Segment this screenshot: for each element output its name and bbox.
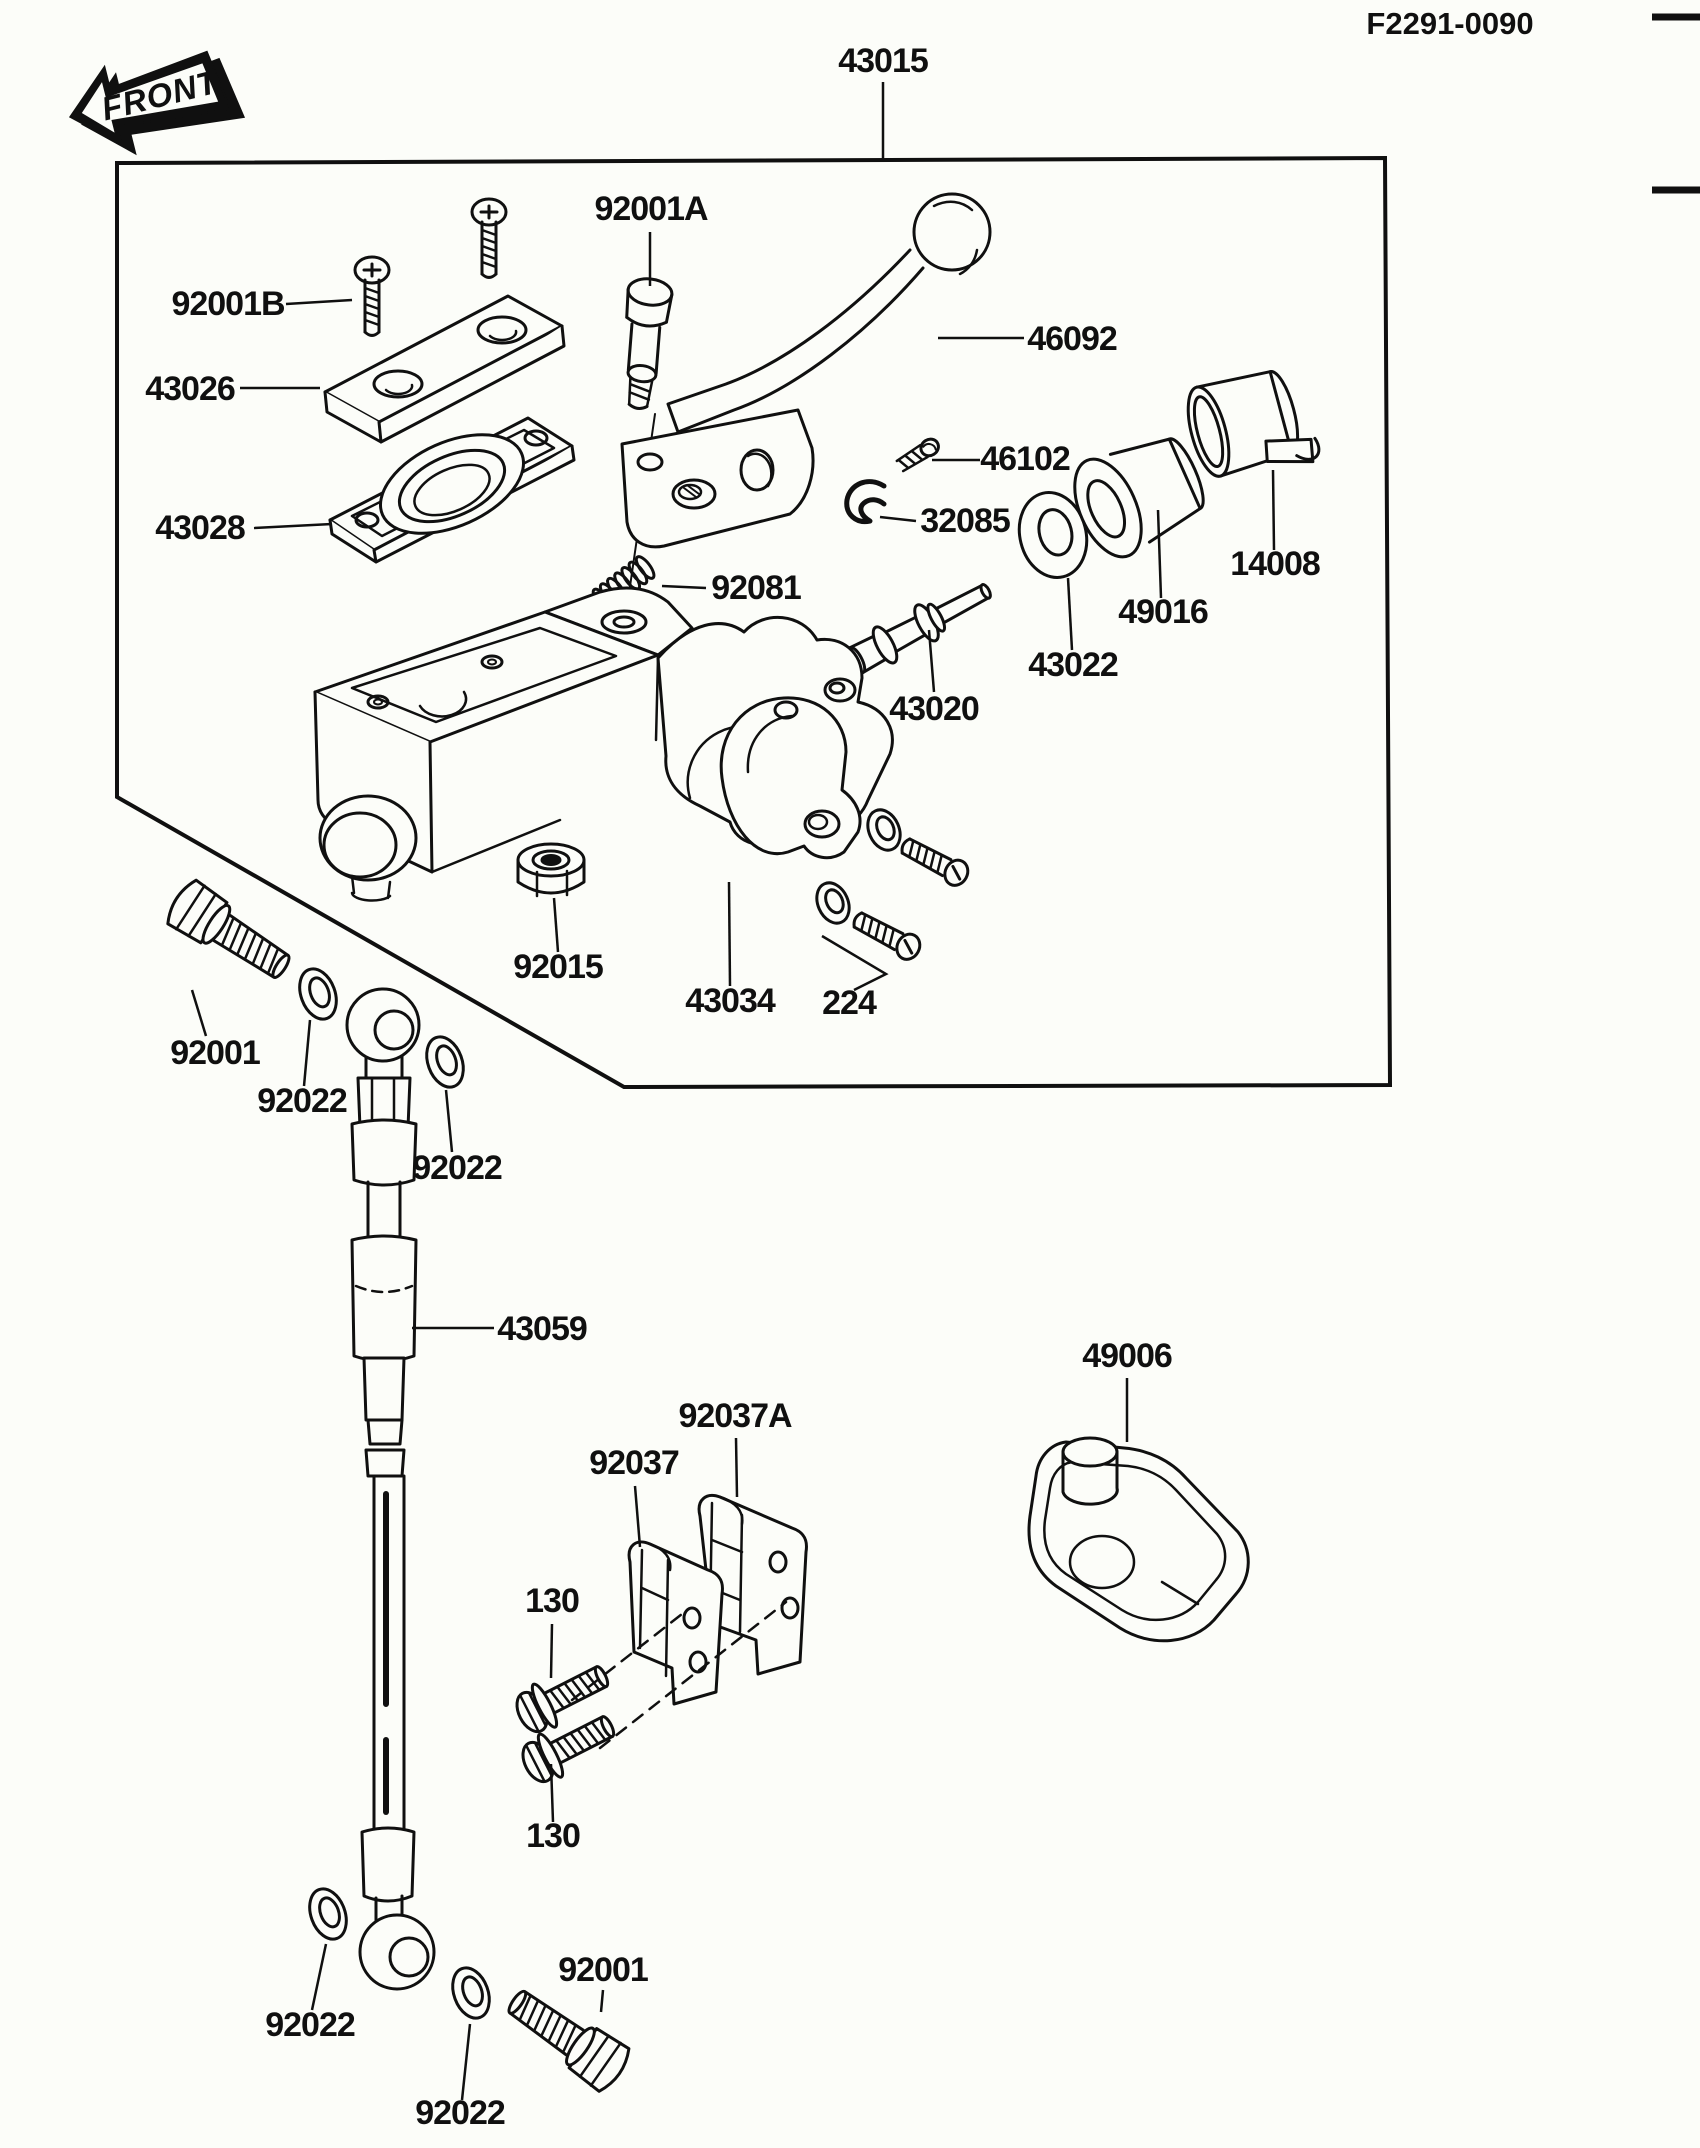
- part-label-43015: 43015: [838, 42, 928, 80]
- part-lever-pivot-bolt: [614, 276, 674, 410]
- part-label-43022: 43022: [1028, 646, 1118, 684]
- part-clamp-washer-upper: [862, 805, 906, 856]
- part-label-92015: 92015: [513, 948, 603, 986]
- part-label-32085: 32085: [920, 502, 1010, 540]
- leader-92081: [662, 586, 706, 588]
- part-brake-lever: [622, 194, 990, 547]
- part-clamp-washer-lower: [811, 878, 855, 929]
- part-seal-washer-4: [446, 1963, 496, 2023]
- part-seal-washer-3: [303, 1884, 353, 1944]
- leader-92022-2: [446, 1090, 452, 1152]
- leader-43022: [1068, 578, 1072, 650]
- part-label-92081: 92081: [711, 569, 801, 607]
- part-clamp-screw-lower: [849, 907, 924, 963]
- leader-92022-1: [304, 1020, 310, 1086]
- part-label-92022-4: 92022: [415, 2094, 505, 2132]
- leader-92001B: [286, 300, 352, 304]
- leader-43034: [729, 882, 730, 986]
- part-label-46092: 46092: [1027, 320, 1117, 358]
- part-label-92001-upper: 92001: [170, 1034, 260, 1072]
- leader-92037: [635, 1486, 640, 1547]
- part-label-92001B: 92001B: [171, 285, 285, 323]
- part-label-130-upper: 130: [525, 1582, 579, 1620]
- part-seal-washer-1: [293, 964, 343, 1024]
- part-seal-washer-2: [420, 1032, 470, 1092]
- leader-130-upper: [551, 1624, 552, 1678]
- part-adjuster-screw: [896, 436, 942, 473]
- part-label-224: 224: [822, 984, 876, 1022]
- leader-224: [822, 936, 886, 990]
- part-label-14008: 14008: [1230, 545, 1320, 583]
- leader-43028: [254, 524, 332, 528]
- leader-14008: [1273, 470, 1274, 550]
- part-label-43020: 43020: [889, 690, 979, 728]
- leader-32085: [880, 517, 916, 521]
- part-banjo-bolt-upper: [162, 877, 299, 991]
- front-direction-arrow: [61, 37, 246, 166]
- leader-92037A: [736, 1438, 737, 1497]
- part-label-92037: 92037: [589, 1444, 679, 1482]
- part-label-92001A: 92001A: [594, 190, 708, 228]
- part-label-49006: 49006: [1082, 1337, 1172, 1375]
- part-label-43059: 43059: [497, 1310, 587, 1348]
- part-label-43028: 43028: [155, 509, 245, 547]
- part-cap-screw-left: [355, 257, 389, 336]
- part-brake-hose: [347, 989, 434, 1989]
- part-clamp-screw-upper: [897, 833, 972, 889]
- leader-92022-3: [312, 1944, 326, 2010]
- sheet-code: F2291-0090: [1366, 6, 1534, 41]
- part-diaphragm-assembly: [330, 415, 574, 562]
- part-label-130-lower: 130: [526, 1817, 580, 1855]
- part-label-46102: 46102: [980, 440, 1070, 478]
- leader-92022-4: [462, 2024, 470, 2100]
- part-locknut: [518, 844, 584, 896]
- part-label-49016: 49016: [1118, 593, 1208, 631]
- part-lever-cover: [1029, 1438, 1248, 1641]
- part-banjo-bolt-lower: [499, 1978, 634, 2095]
- leader-92001-lower: [601, 1990, 603, 2012]
- part-label-92022-2: 92022: [412, 1149, 502, 1187]
- part-dust-cap: [1180, 361, 1322, 490]
- part-label-92037A: 92037A: [678, 1397, 792, 1435]
- part-lever-clip: [847, 482, 884, 522]
- part-label-43026: 43026: [145, 370, 235, 408]
- part-label-92022-3: 92022: [265, 2006, 355, 2044]
- front-arrow-label: FRONT: [97, 62, 222, 128]
- leader-92015: [554, 898, 558, 952]
- leader-92001-upper: [192, 990, 206, 1036]
- part-label-92022-1: 92022: [257, 1082, 347, 1120]
- part-bracket-bolt-upper: [510, 1653, 616, 1739]
- part-label-43034: 43034: [685, 982, 775, 1020]
- part-cap-screw-right: [472, 199, 506, 278]
- part-label-92001-lower: 92001: [558, 1951, 648, 1989]
